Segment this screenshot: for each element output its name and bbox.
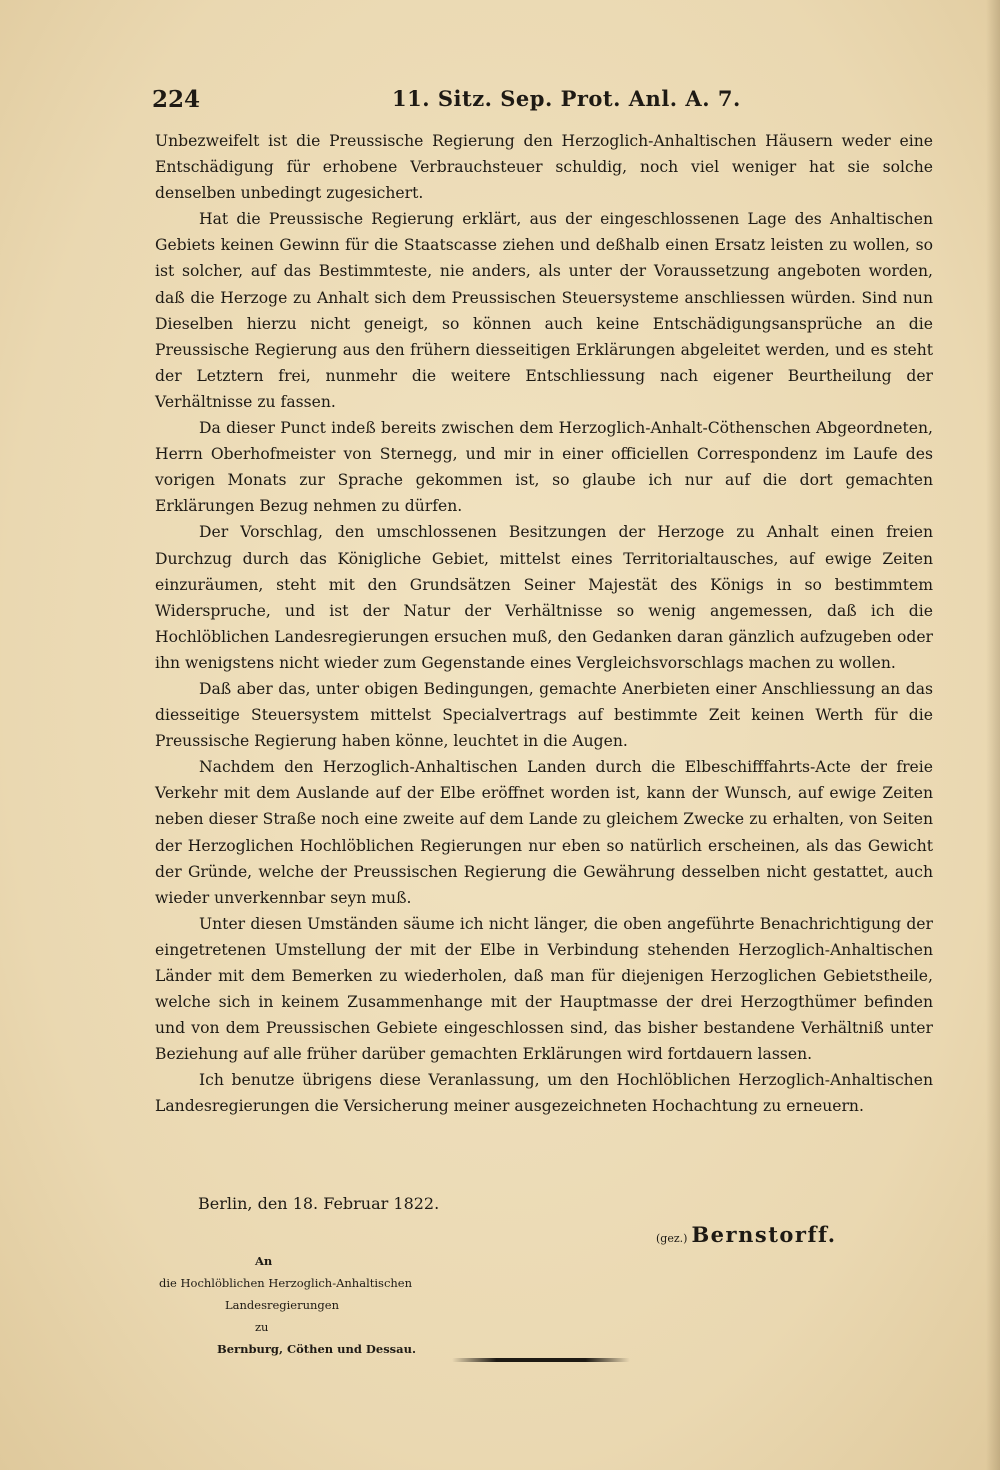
address-line: Bernburg, Cöthen und Dessau. (217, 1342, 416, 1356)
paragraph: Ich benutze übrigens diese Veranlassung, um den Hochlöblichen Herzoglich-Anhaltischen Landesregierungen die Versicherung meiner ausgezeichneten Hochachtung zu erneuern. (155, 1071, 933, 1116)
paragraph: Daß aber das, unter obigen Bedingungen, gemachte Anerbieten einer Anschliessung an das diesseitige Steuersystem mittelst Specialvertrags auf bestimmte Zeit keinen Werth für die Preussische Regierung haben könne, leuchtet in die Augen. (155, 679, 933, 751)
letter-body (155, 128, 933, 1120)
paragraph: Unter diesen Umständen säume ich nicht länger, die oben angeführte Benachrichtigung der eingetretenen Umstellung der mit der Elbe in Verbindung stehenden Herzoglich-Anhaltischen Länder mit dem Bemerken zu wiederholen, daß man für diejenigen Herzoglichen Gebietstheile, welche sich in keinem Zusammenhange mit der Hauptmasse der drei Herzogthümer befinden und von dem Preussischen Gebiete eingeschlossen sind, das bisher bestandene Verhältniß unter Beziehung auf alle früher darüber gemachten Erklärungen wird fortdauern lassen. (155, 914, 933, 1064)
dateline: Berlin, den 18. Februar 1822. (198, 1194, 440, 1213)
signature-abbreviation: (gez.) (656, 1232, 688, 1245)
paragraph: Nachdem den Herzoglich-Anhaltischen Landen durch die Elbeschifffahrts-Acte der freie Verkehr mit dem Auslande auf der Elbe eröffnet worden ist, kann der Wunsch, auf ewige Zeiten neben dieser Straße noch eine zweite auf dem Lande zu gleichem Zwecke zu erhalten, von Seiten der Herzoglichen Hochlöblichen Regierungen nur eben so natürlich erscheinen, als das Gewicht der Gründe, welche der Preussischen Regierung die Gewährung desselben nicht gestattet, auch wieder unverkennbar seyn muß. (155, 758, 933, 907)
paragraph: Da dieser Punct indeß bereits zwischen dem Herzoglich-Anhalt-Cöthenschen Abgeordneten, Herrn Oberhofmeister von Sternegg, und mir in einer officiellen Correspondenz im Laufe des vorigen Monats zur Sprache gekommen ist, so glaube ich nur auf die dort gemachten Erklärungen Bezug nehmen zu dürfen. (155, 419, 933, 516)
running-head: 11. Sitz. Sep. Prot. Anl. A. 7. (392, 86, 741, 111)
paragraph: Unbezweifelt ist die Preussische Regierung den Herzoglich-Anhaltischen Häusern weder eine Entschädigung für erhobene Verbrauchsteuer schuldig, noch viel weniger hat sie solche denselben unbedingt zugesichert. (155, 132, 933, 203)
address-block (155, 1250, 455, 1360)
address-line: zu (255, 1320, 269, 1334)
signature-name: Bernstorff. (691, 1222, 837, 1247)
page-edge-shadow (986, 0, 1000, 1470)
page-header (152, 86, 852, 120)
paragraph: Hat die Preussische Regierung erklärt, aus der eingeschlossenen Lage des Anhaltischen Gebiets keinen Gewinn für die Staatscasse ziehen und deßhalb einen Ersatz leisten zu wollen, so ist solcher, auf das Bestimmteste, nie anders, als unter der Voraussetzung angeboten worden, daß die Herzoge zu Anhalt sich dem Preussischen Steuersysteme anschliessen würden. Sind nun Dieselben hierzu nicht geneigt, so können auch keine Entschädigungsansprüche an die Preussische Regierung aus den frühern diesseitigen Erklärungen abgeleitet werden, und es steht der Letztern frei, nunmehr die weitere Entschliessung nach eigener Beurtheilung der Verhältnisse zu fassen. (155, 210, 933, 411)
address-line: die Hochlöblichen Herzoglich-Anhaltischen (159, 1276, 413, 1290)
signature (656, 1222, 837, 1247)
page-number: 224 (152, 86, 201, 113)
paragraph: Der Vorschlag, den umschlossenen Besitzungen der Herzoge zu Anhalt einen freien Durchzug durch das Königliche Gebiet, mittelst eines Territorialtausches, auf ewige Zeiten einzuräumen, steht mit den Grundsätzen Seiner Majestät des Königs in so bestimmtem Widerspruche, und ist der Natur der Verhältnisse so wenig angemessen, daß ich die Hochlöblichen Landesregierungen ersuchen muß, den Gedanken daran gänzlich aufzugeben oder ihn wenigstens nicht wieder zum Gegenstande eines Vergleichsvorschlags machen zu wollen. (155, 523, 933, 672)
address-line: An (255, 1254, 273, 1268)
closing-rule (452, 1358, 630, 1362)
address-line: Landesregierungen (225, 1298, 340, 1312)
